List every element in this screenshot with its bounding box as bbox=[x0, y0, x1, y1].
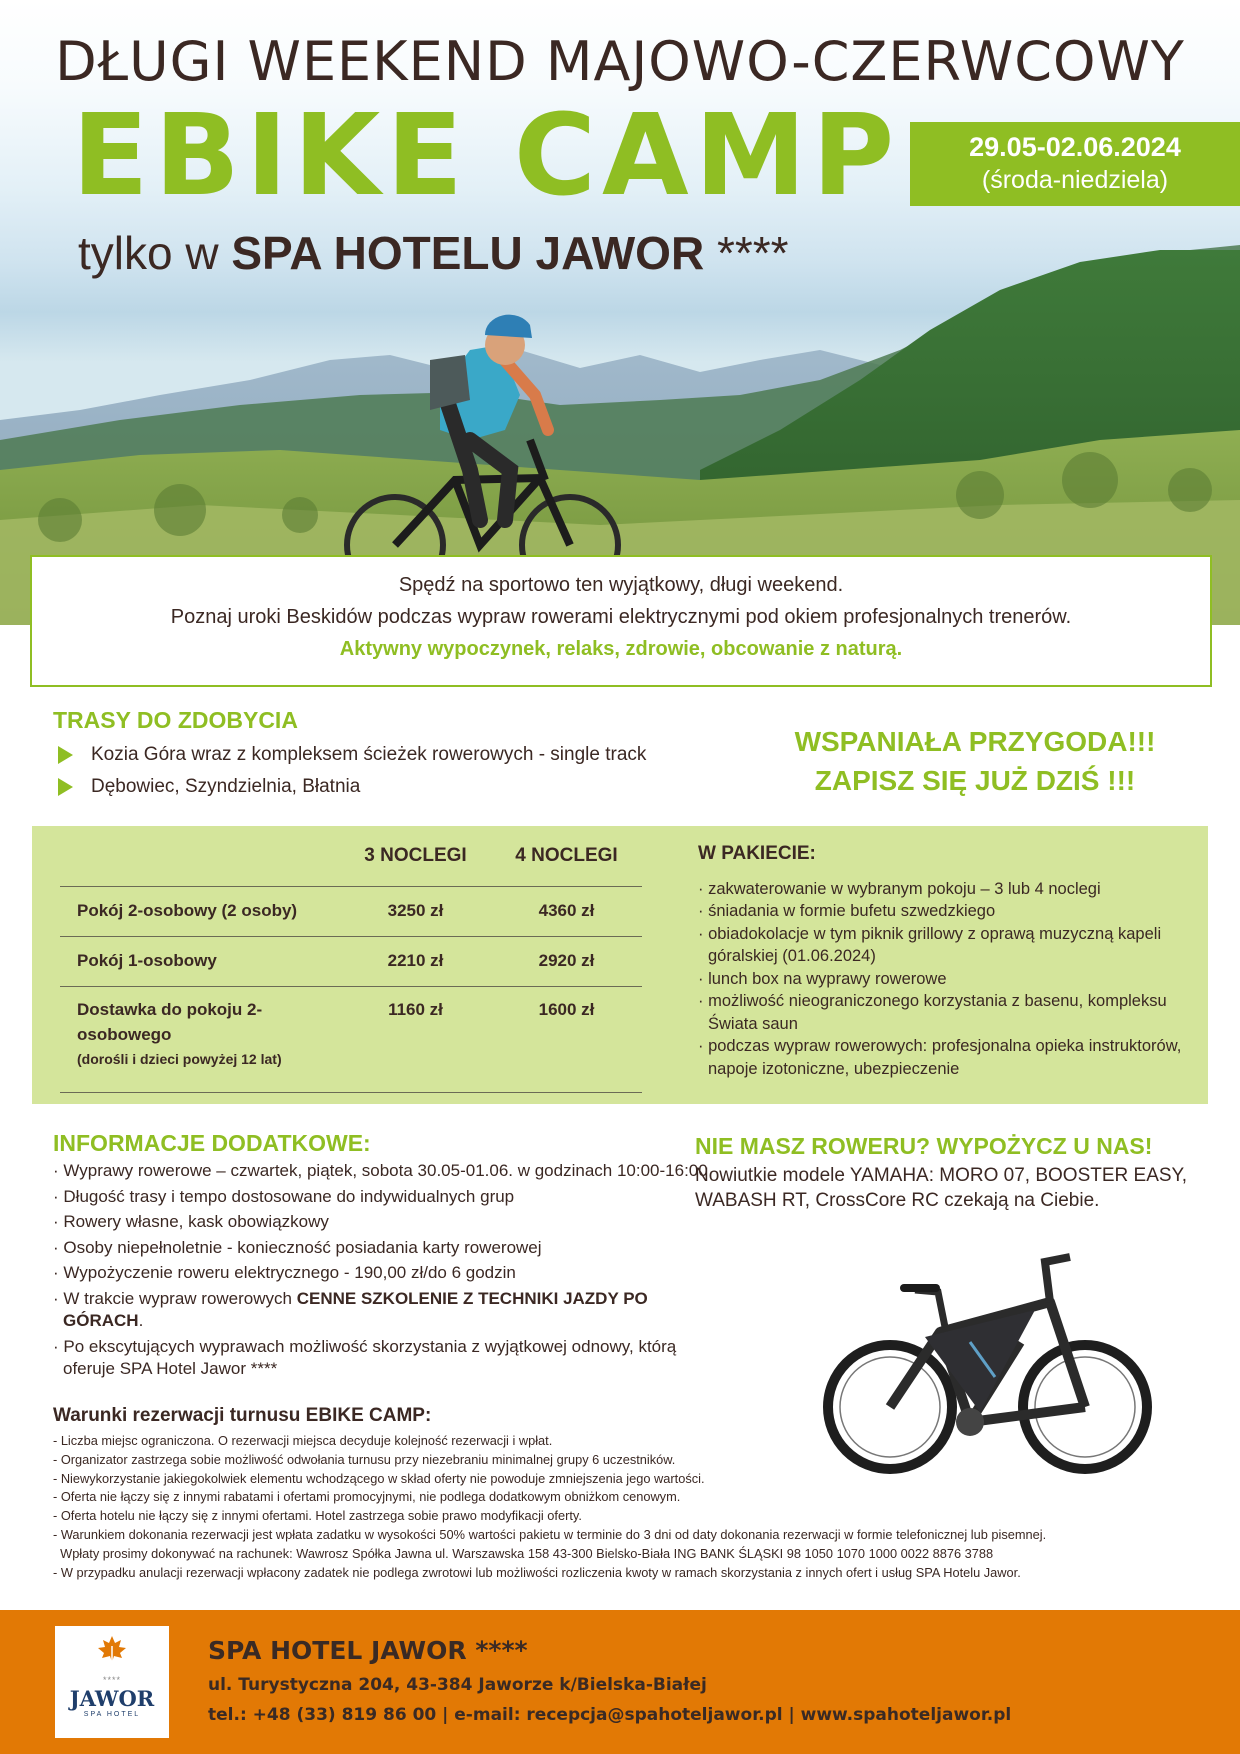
price-3-nights: 1160 zł bbox=[340, 987, 491, 1093]
list-item: · obiadokolacje w tym piknik grillowy z oprawą muzyczną kapeli góralskiej (01.06.2024) bbox=[698, 924, 1162, 965]
list-item: - Oferta nie łączy się z innymi rabatami i ofertami promocyjnymi, nie podlega dodatkowym obniżkom cenowym. bbox=[53, 1489, 681, 1505]
list-item: · lunch box na wyprawy rowerowe bbox=[698, 969, 947, 988]
price-4-nights: 1600 zł bbox=[491, 987, 642, 1093]
logo-stars: **** bbox=[102, 1675, 121, 1685]
routes-list bbox=[53, 744, 713, 798]
table-row bbox=[60, 937, 642, 987]
subtitle-hotel: SPA HOTELU JAWOR bbox=[231, 227, 705, 279]
list-item: - W przypadku anulacji rezerwacji wpłacony zadatek nie podlega zwrotowi lub możliwości rozliczenia kwoty w ramach skorzystania z innych ofert i usług SPA Hotelu Jawor. bbox=[53, 1564, 1021, 1580]
hotel-logo bbox=[55, 1626, 169, 1738]
promo-line-2: ZAPISZ SIĘ JUŻ DZIŚ !!! bbox=[814, 765, 1136, 796]
table-row bbox=[60, 887, 642, 937]
list-item: · zakwaterowanie w wybranym pokoju – 3 lub 4 noclegi bbox=[698, 879, 1101, 898]
column-header-4-nights: 4 NOCLEGI bbox=[491, 840, 642, 887]
list-item: · podczas wypraw rowerowych: profesjonalna opieka instruktorów, napoje izotoniczne, ubezpieczenie bbox=[698, 1037, 1182, 1078]
room-type: Pokój 2-osobowy (2 osoby) bbox=[60, 887, 340, 937]
rent-text: Nowiutkie modele YAMAHA: MORO 07, BOOSTER EASY, WABASH RT, CrossCore RC czekają na Ciebie. bbox=[695, 1165, 1188, 1211]
date-days: (środa-niedziela) bbox=[981, 166, 1169, 194]
routes-section bbox=[53, 707, 713, 808]
price-3-nights: 3250 zł bbox=[340, 887, 491, 937]
info-section bbox=[53, 1130, 713, 1381]
intro-line-2: Poznaj uroki Beskidów podczas wypraw rowerami elektrycznymi pod okiem profesjonalnych trenerów. bbox=[170, 606, 1072, 628]
maple-leaf-icon bbox=[95, 1634, 129, 1664]
training-suffix: . bbox=[138, 1311, 144, 1330]
date-badge bbox=[910, 122, 1240, 206]
room-type-note: (dorośli i dzieci powyżej 12 lat) bbox=[77, 1051, 282, 1067]
footer-contact-line: tel.: +48 (33) 819 86 00 | e-mail: recepcja@spahoteljawor.pl | www.spahoteljawor.pl bbox=[208, 1705, 1012, 1725]
room-type-cell bbox=[60, 987, 340, 1093]
price-3-nights: 2210 zł bbox=[340, 937, 491, 987]
list-item: · Rowery własne, kask obowiązkowy bbox=[53, 1212, 329, 1231]
promo-callout bbox=[735, 722, 1215, 800]
footer-hotel-name: SPA HOTEL JAWOR **** bbox=[208, 1636, 528, 1665]
room-type: Dostawka do pokoju 2-osobowego bbox=[77, 1000, 263, 1044]
page-title: EBIKE CAMP bbox=[72, 91, 901, 221]
play-arrow-icon bbox=[58, 778, 73, 796]
promo-line-1: WSPANIAŁA PRZYGODA!!! bbox=[794, 726, 1156, 757]
routes-heading: TRASY DO ZDOBYCIA bbox=[53, 707, 298, 733]
training-prefix: · W trakcie wypraw rowerowych bbox=[53, 1288, 297, 1308]
intro-line-1: Spędź na sportowo ten wyjątkowy, długi weekend. bbox=[398, 574, 844, 596]
list-item: · śniadania w formie bufetu szwedzkiego bbox=[698, 902, 996, 920]
list-item: · Osoby niepełnoletnie - konieczność posiadania karty rowerowej bbox=[53, 1237, 542, 1257]
intro-box bbox=[30, 555, 1212, 687]
list-item: - Niewykorzystanie jakiegokolwiek elementu wchodzącego w skład oferty nie powoduje zmniejszenia jego wartości. bbox=[53, 1470, 705, 1486]
logo-subtitle: SPA HOTEL bbox=[83, 1711, 141, 1718]
info-heading: INFORMACJE DODATKOWE: bbox=[53, 1130, 371, 1156]
price-4-nights: 4360 zł bbox=[491, 887, 642, 937]
list-item: - Oferta hotelu nie łączy się z innymi ofertami. Hotel zastrzega sobie prawo modyfikacji oferty. bbox=[53, 1508, 582, 1524]
price-4-nights: 2920 zł bbox=[491, 937, 642, 987]
room-type: Pokój 1-osobowy bbox=[60, 937, 340, 987]
subtitle-stars: **** bbox=[704, 227, 789, 279]
date-range: 29.05-02.06.2024 bbox=[969, 132, 1181, 162]
list-item: · Wypożyczenie roweru elektrycznego - 190,00 zł/do 6 godzin bbox=[53, 1263, 516, 1282]
table-header-row bbox=[60, 840, 642, 887]
list-item bbox=[53, 1288, 713, 1333]
list-item: - Organizator zastrzega sobie możliwość odwołania turnusu przy niezebraniu minimalnej grupy 6 uczestników. bbox=[53, 1451, 676, 1467]
list-item: · Długość trasy i tempo dostosowane do indywidualnych grup bbox=[53, 1186, 515, 1206]
subtitle-prefix: tylko w bbox=[78, 227, 232, 279]
list-item bbox=[53, 744, 713, 766]
route-label: Dębowiec, Szyndzielnia, Błatnia bbox=[91, 776, 361, 797]
footer-contact bbox=[208, 1636, 1011, 1725]
training-highlight: CENNE SZKOLENIE Z TECHNIKI JAZDY PO GÓRACH bbox=[63, 1288, 648, 1330]
footer-address: ul. Turystyczna 204, 43-384 Jaworze k/Bielska-Białej bbox=[208, 1675, 707, 1695]
package-heading: W PAKIECIE: bbox=[698, 843, 816, 864]
column-header-empty bbox=[60, 840, 340, 887]
hero-banner bbox=[0, 0, 1240, 625]
logo-name: JAWOR bbox=[69, 1686, 155, 1711]
rent-section bbox=[695, 1133, 1205, 1213]
intro-line-3: Aktywny wypoczynek, relaks, zdrowie, obcowanie z naturą. bbox=[339, 638, 903, 660]
price-table bbox=[60, 840, 642, 1093]
page-supertitle: DŁUGI WEEKEND MAJOWO-CZERWCOWY bbox=[55, 30, 1185, 93]
list-item: · możliwość nieograniczonego korzystania z basenu, kompleksu Świata saun bbox=[698, 992, 1167, 1033]
conditions-heading: Warunki rezerwacji turnusu EBIKE CAMP: bbox=[53, 1405, 432, 1426]
play-arrow-icon bbox=[58, 746, 73, 764]
list-item bbox=[53, 776, 713, 798]
page-subtitle bbox=[78, 226, 789, 280]
list-item: Wpłaty prosimy dokonywać na rachunek: Wawrosz Spółka Jawna ul. Warszawska 158 43-300 Bielsko-Biała ING BANK ŚLĄSKI 98 1050 1070 1000 0022 8876 3788 bbox=[53, 1545, 994, 1561]
rent-heading: NIE MASZ ROWERU? WYPOŻYCZ U NAS! bbox=[695, 1133, 1153, 1159]
package-section bbox=[698, 843, 1198, 1080]
table-row bbox=[60, 987, 642, 1093]
list-item: · Po ekscytujących wyprawach możliwość skorzystania z wyjątkowej odnowy, którą oferuje SPA Hotel Jawor **** bbox=[53, 1336, 677, 1378]
conditions-section bbox=[53, 1405, 1223, 1582]
list-item: - Warunkiem dokonania rezerwacji jest wpłata zadatku w wysokości 50% wartości pakietu w terminie do 3 dni od daty dokonania rezerwacji w formie telefonicznej lub pisemnej. bbox=[53, 1526, 1047, 1542]
list-item: - Liczba miejsc ograniczona. O rezerwacji miejsca decyduje kolejność rezerwacji i wpłat. bbox=[53, 1433, 553, 1448]
column-header-3-nights: 3 NOCLEGI bbox=[340, 840, 491, 887]
route-label: Kozia Góra wraz z kompleksem ścieżek rowerowych - single track bbox=[91, 744, 647, 765]
list-item: · Wyprawy rowerowe – czwartek, piątek, sobota 30.05-01.06. w godzinach 10:00-16:00 bbox=[53, 1161, 708, 1180]
